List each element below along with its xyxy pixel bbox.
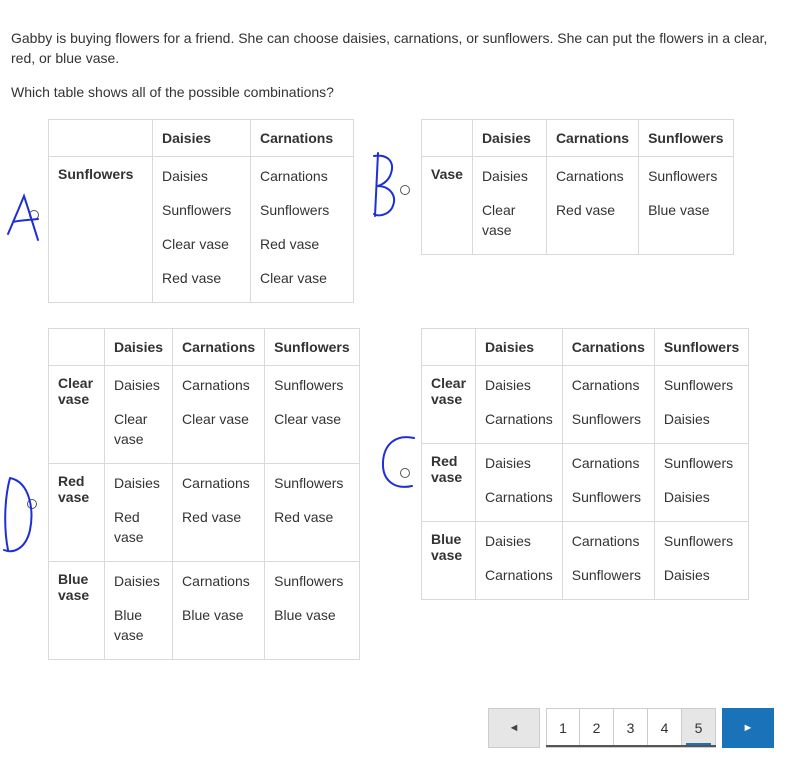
option-a-table: [48, 119, 354, 303]
header-carnations: Carnations: [173, 329, 265, 366]
header-carnations: Carnations: [251, 120, 354, 157]
cell-line: Clear vase: [182, 411, 249, 427]
cell-line: Red vase: [162, 270, 222, 286]
cell-line: Red vase: [274, 509, 334, 525]
page-button-2[interactable]: 2: [580, 708, 614, 748]
pagination: [488, 708, 716, 748]
table-cell: [654, 444, 748, 522]
cell-line: Clear vase: [162, 236, 229, 252]
header-empty: [422, 120, 473, 157]
pagination-underline: [546, 745, 716, 747]
cell-line: Daisies: [485, 455, 531, 471]
table-cell: [562, 366, 654, 444]
page-button-1[interactable]: 1: [546, 708, 580, 748]
table-cell: [153, 157, 251, 303]
row-label: Blue vase: [422, 522, 476, 600]
cell-line: Carnations: [485, 567, 553, 583]
row-label: Clear vase: [49, 366, 105, 464]
row-label: Clear vase: [422, 366, 476, 444]
table-cell: [173, 562, 265, 660]
option-d-table: [48, 328, 360, 660]
table-row: [49, 464, 360, 562]
handwritten-c-mark: [376, 432, 421, 497]
cell-line: Red vase: [260, 236, 320, 252]
cell-line: Daisies: [663, 567, 710, 583]
header-empty: [49, 120, 153, 157]
table-cell: [265, 464, 359, 562]
row-label: Red vase: [49, 464, 105, 562]
header-daisies: Daisies: [476, 329, 563, 366]
cell-line: Daisies: [485, 533, 531, 549]
cell-line: Clear vase: [274, 411, 342, 427]
cell-line: Sunflowers: [274, 573, 344, 589]
cell-line: Blue vase: [648, 202, 710, 218]
header-daisies: Daisies: [105, 329, 173, 366]
cell-line: Daisies: [114, 573, 160, 589]
option-c-table: [421, 328, 749, 600]
cell-line: Sunflowers: [571, 567, 641, 583]
cell-line: Daisies: [162, 168, 208, 184]
cell-line: Sunflowers: [663, 455, 734, 471]
next-button[interactable]: ►: [722, 708, 774, 748]
cell-line: Red vase: [114, 509, 144, 545]
row-label: Vase: [422, 157, 473, 255]
header-sunflowers: Sunflowers: [654, 329, 748, 366]
header-daisies: Daisies: [472, 120, 546, 157]
cell-line: Sunflowers: [663, 377, 734, 393]
table-row: [422, 522, 749, 600]
cell-line: Sunflowers: [571, 489, 641, 505]
table-cell: [654, 522, 748, 600]
table-cell: [476, 366, 563, 444]
table-cell: [105, 464, 173, 562]
cell-line: Carnations: [260, 168, 328, 184]
question-prompt: Which table shows all of the possible combinations?: [11, 84, 334, 100]
table-row: [49, 366, 360, 464]
table-cell: [265, 562, 359, 660]
page-button-4[interactable]: 4: [648, 708, 682, 748]
table-cell: [546, 157, 638, 255]
cell-line: Daisies: [663, 489, 710, 505]
table-cell: [105, 562, 173, 660]
table-cell: [173, 464, 265, 562]
table-cell: [105, 366, 173, 464]
table-cell: [639, 157, 733, 255]
cell-line: Carnations: [182, 377, 250, 393]
cell-line: Carnations: [485, 411, 553, 427]
cell-line: Carnations: [555, 168, 624, 184]
cell-line: Red vase: [555, 202, 616, 218]
cell-line: Carnations: [182, 573, 250, 589]
header-carnations: Carnations: [562, 329, 654, 366]
header-sunflowers: Sunflowers: [265, 329, 359, 366]
cell-line: Daisies: [485, 377, 531, 393]
table-cell: [173, 366, 265, 464]
handwritten-a-mark: [0, 190, 50, 250]
cell-line: Daisies: [481, 168, 528, 184]
cell-line: Blue vase: [274, 607, 336, 623]
cell-line: Daisies: [114, 377, 160, 393]
option-b-table: [421, 119, 734, 255]
cell-line: Carnations: [182, 475, 250, 491]
cell-line: Carnations: [571, 377, 640, 393]
table-cell: [562, 444, 654, 522]
cell-line: Blue vase: [182, 607, 244, 623]
table-cell: [654, 366, 748, 444]
table-cell: [251, 157, 354, 303]
cell-line: Blue vase: [114, 607, 144, 643]
table-cell: [265, 366, 359, 464]
cell-line: Clear vase: [114, 411, 148, 447]
row-label: Red vase: [422, 444, 476, 522]
cell-line: Daisies: [663, 411, 710, 427]
question-text: Gabby is buying flowers for a friend. She can choose daisies, carnations, or sunflowers. She can put the flowers in a clear, red, or blue vase.: [11, 30, 768, 66]
cell-line: Daisies: [114, 475, 160, 491]
handwritten-b-mark: [368, 148, 408, 223]
cell-line: Sunflowers: [648, 168, 718, 184]
cell-line: Sunflowers: [663, 533, 734, 549]
row-label: Blue vase: [49, 562, 105, 660]
handwritten-d-mark: [0, 470, 40, 560]
cell-line: Carnations: [571, 533, 640, 549]
page-button-5[interactable]: 5: [682, 708, 716, 748]
row-label: Sunflowers: [49, 157, 153, 303]
table-row: [422, 444, 749, 522]
table-row: [49, 562, 360, 660]
cell-line: Sunflowers: [260, 202, 330, 218]
header-empty: [422, 329, 476, 366]
table-cell: [562, 522, 654, 600]
table-cell: [472, 157, 546, 255]
header-carnations: Carnations: [546, 120, 638, 157]
cell-line: Clear vase: [481, 202, 516, 238]
header-sunflowers: Sunflowers: [639, 120, 733, 157]
table-cell: [476, 522, 563, 600]
table-cell: [476, 444, 563, 522]
cell-line: Clear vase: [260, 270, 327, 286]
cell-line: Carnations: [485, 489, 553, 505]
cell-line: Sunflowers: [274, 377, 344, 393]
header-daisies: Daisies: [153, 120, 251, 157]
page-button-3[interactable]: 3: [614, 708, 648, 748]
cell-line: Carnations: [571, 455, 640, 471]
cell-line: Sunflowers: [274, 475, 344, 491]
cell-line: Sunflowers: [162, 202, 232, 218]
previous-button[interactable]: ◄: [488, 708, 540, 748]
cell-line: Sunflowers: [571, 411, 641, 427]
table-row: [49, 157, 354, 303]
table-row: [422, 366, 749, 444]
table-row: [422, 157, 734, 255]
cell-line: Red vase: [182, 509, 242, 525]
header-empty: [49, 329, 105, 366]
